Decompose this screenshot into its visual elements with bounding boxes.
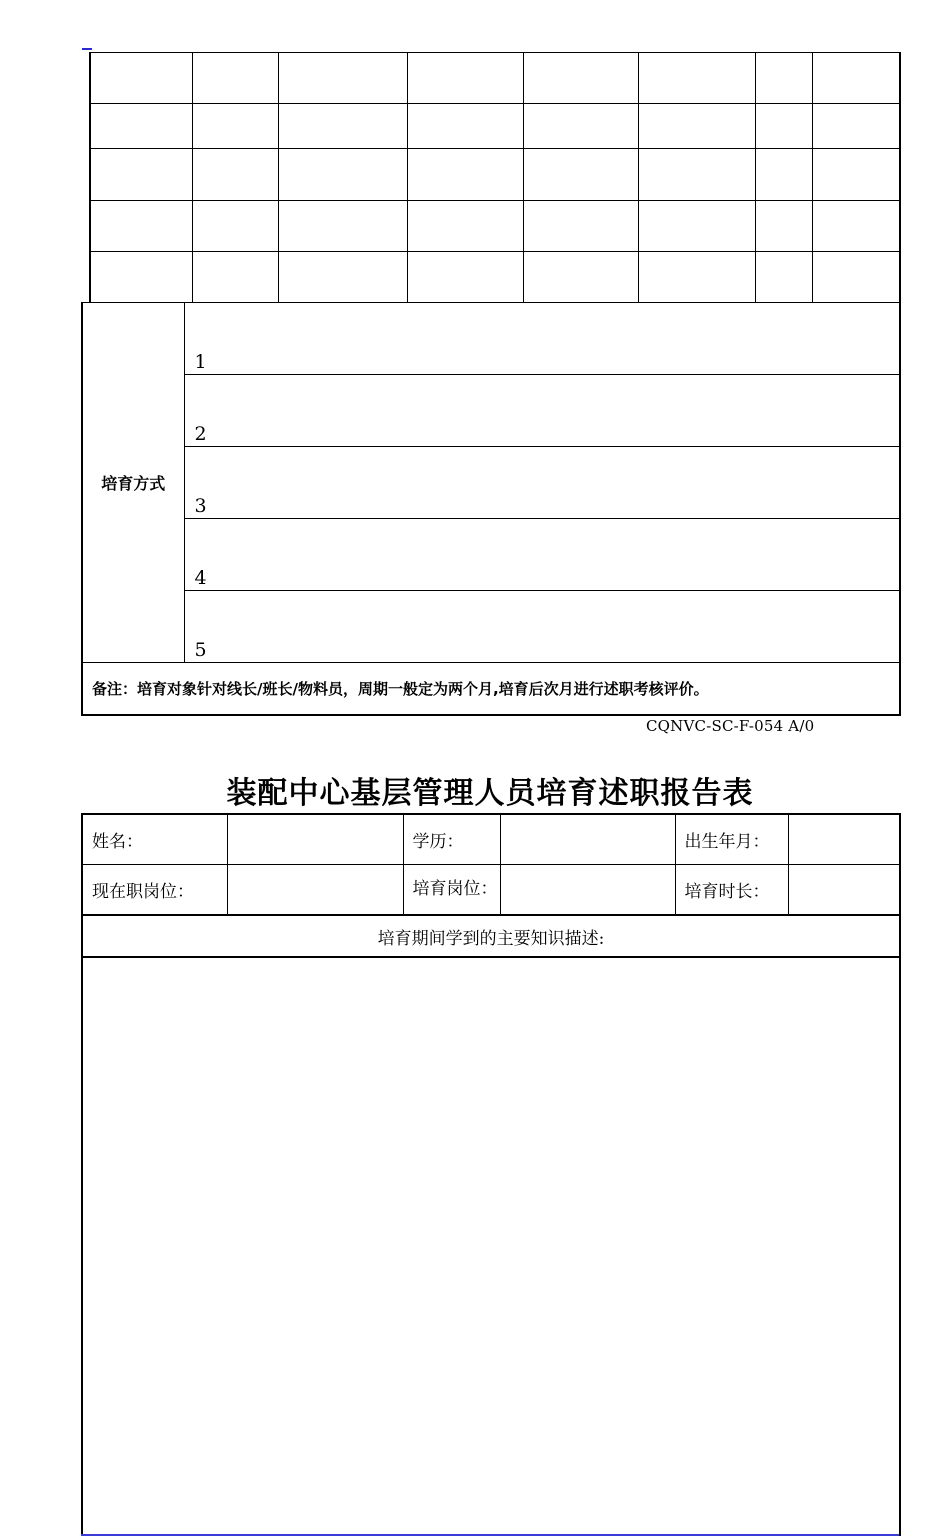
blank-grid-cell[interactable]	[523, 149, 638, 201]
report-form-table	[81, 813, 901, 1536]
corner-mark	[82, 48, 92, 50]
training-method-table	[81, 302, 901, 716]
blank-grid-cell[interactable]	[812, 104, 900, 149]
birth-date-label: 出生年月：	[675, 814, 788, 864]
blank-grid-cell[interactable]	[192, 149, 278, 201]
blank-grid-cell[interactable]	[755, 201, 812, 252]
blank-grid-cell[interactable]	[638, 149, 755, 201]
blank-grid-cell[interactable]	[278, 201, 407, 252]
blank-grid-cell[interactable]	[90, 149, 192, 201]
blank-grid-cell[interactable]	[812, 53, 900, 104]
blank-grid-cell[interactable]	[407, 104, 523, 149]
training-method-item-3[interactable]: 3	[184, 447, 900, 519]
blank-grid-cell[interactable]	[192, 201, 278, 252]
blank-grid-cell[interactable]	[278, 53, 407, 104]
education-label: 学历：	[403, 814, 500, 864]
blank-grid-cell[interactable]	[90, 53, 192, 104]
training-method-label: 培育方式	[82, 303, 184, 663]
knowledge-description-header: 培育期间学到的主要知识描述:	[82, 915, 900, 957]
blank-grid-cell[interactable]	[523, 252, 638, 303]
blank-grid-cell[interactable]	[407, 149, 523, 201]
blank-grid-cell[interactable]	[278, 149, 407, 201]
blank-grid-cell[interactable]	[407, 201, 523, 252]
form-code: CQNVC-SC-F-054 A/0	[646, 717, 815, 735]
blank-grid-cell[interactable]	[90, 252, 192, 303]
blank-grid-cell[interactable]	[523, 104, 638, 149]
blank-grid-cell[interactable]	[755, 252, 812, 303]
blank-grid-cell[interactable]	[755, 149, 812, 201]
blank-grid-cell[interactable]	[638, 252, 755, 303]
page-title: 装配中心基层管理人员培育述职报告表	[226, 776, 754, 811]
blank-grid-cell[interactable]	[812, 201, 900, 252]
blank-grid-cell[interactable]	[638, 201, 755, 252]
current-post-field[interactable]	[227, 864, 403, 915]
blank-grid-cell[interactable]	[407, 53, 523, 104]
blank-grid-cell[interactable]	[407, 252, 523, 303]
blank-grid-cell[interactable]	[90, 201, 192, 252]
blank-grid-cell[interactable]	[523, 53, 638, 104]
blank-grid-row	[90, 53, 900, 104]
blank-grid-cell[interactable]	[638, 104, 755, 149]
training-method-item-2[interactable]: 2	[184, 375, 900, 447]
training-method-item-4[interactable]: 4	[184, 519, 900, 591]
training-method-item-1[interactable]: 1	[184, 303, 900, 375]
current-post-label: 现在职岗位：	[82, 864, 227, 915]
upper-blank-grid	[89, 52, 901, 303]
knowledge-description-area[interactable]	[82, 957, 900, 1535]
blank-grid-cell[interactable]	[90, 104, 192, 149]
education-field[interactable]	[500, 814, 675, 864]
blank-grid-cell[interactable]	[192, 104, 278, 149]
name-label: 姓名：	[82, 814, 227, 864]
blank-grid-cell[interactable]	[755, 104, 812, 149]
remark-note: 备注：培育对象针对线长/班长/物料员，周期一般定为两个月,培育后次月进行述职考核评价。	[82, 663, 900, 716]
blank-grid-row	[90, 201, 900, 252]
blank-grid-cell[interactable]	[812, 149, 900, 201]
blank-grid-cell[interactable]	[638, 53, 755, 104]
blank-grid-cell[interactable]	[278, 104, 407, 149]
blank-grid-cell[interactable]	[523, 201, 638, 252]
blank-grid-row	[90, 149, 900, 201]
training-duration-field[interactable]	[788, 864, 900, 915]
name-field[interactable]	[227, 814, 403, 864]
blank-grid-row	[90, 104, 900, 149]
blank-grid-cell[interactable]	[192, 252, 278, 303]
training-duration-label: 培育时长：	[675, 864, 788, 915]
training-post-label: 培育岗位：	[403, 864, 500, 915]
birth-date-field[interactable]	[788, 814, 900, 864]
blank-grid-cell[interactable]	[192, 53, 278, 104]
blank-grid-cell[interactable]	[812, 252, 900, 303]
blank-grid-cell[interactable]	[278, 252, 407, 303]
training-method-item-5[interactable]: 5	[184, 591, 900, 663]
training-post-field[interactable]	[500, 864, 675, 915]
blank-grid-cell[interactable]	[755, 53, 812, 104]
blank-grid-row	[90, 252, 900, 303]
